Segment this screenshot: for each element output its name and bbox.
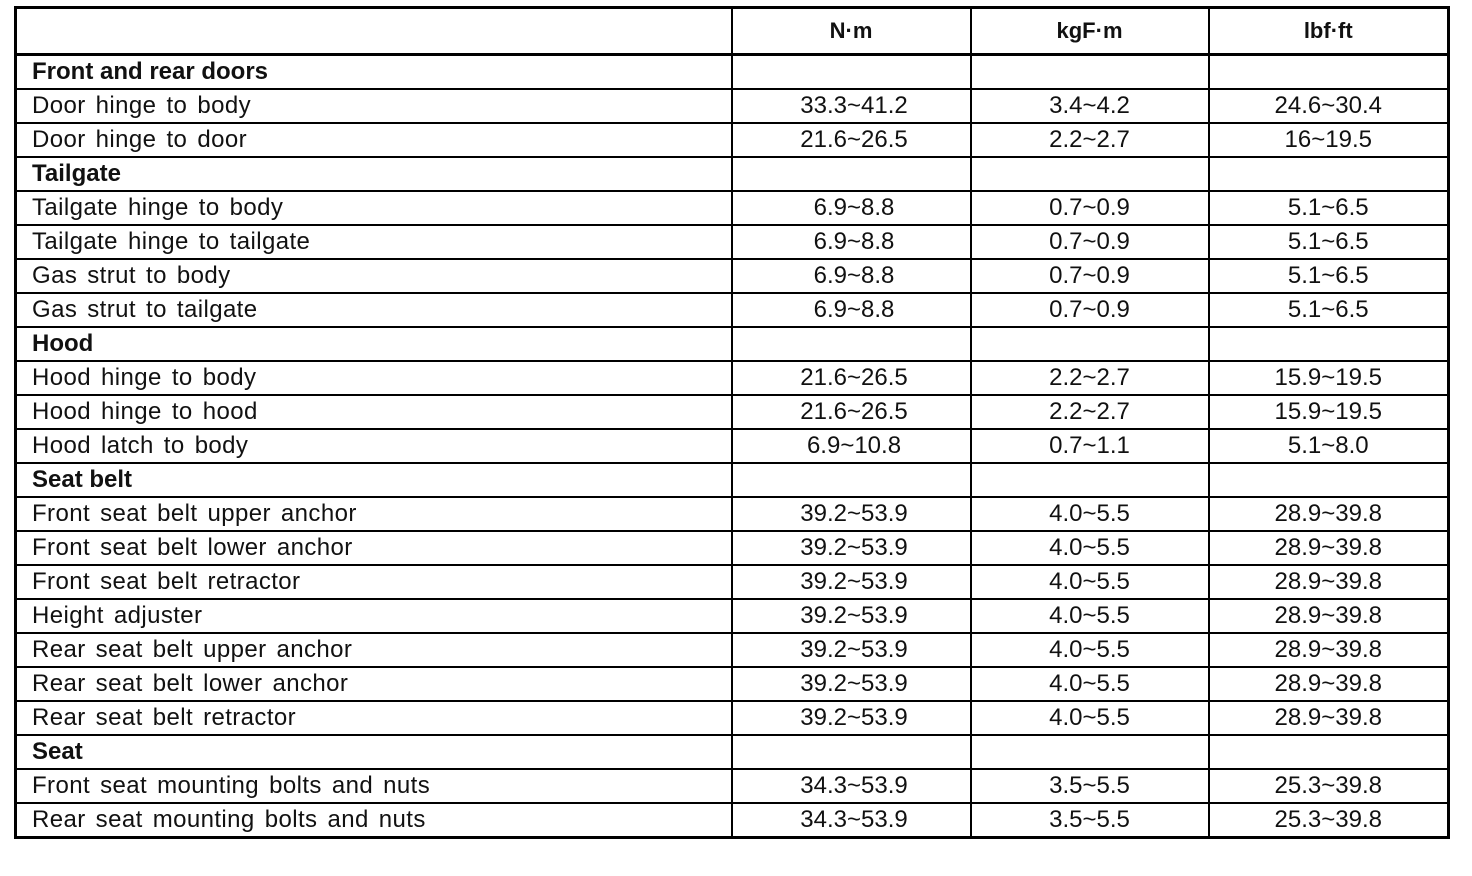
- value-nm: 39.2~53.9: [732, 497, 971, 531]
- value-kgfm: 4.0~5.5: [971, 497, 1209, 531]
- header-lbfft: lbf·ft: [1209, 8, 1449, 55]
- value-kgfm: 0.7~0.9: [971, 293, 1209, 327]
- value-kgfm: 3.5~5.5: [971, 803, 1209, 838]
- value-nm: 34.3~53.9: [732, 803, 971, 838]
- value-kgfm: 2.2~2.7: [971, 395, 1209, 429]
- value-nm: 39.2~53.9: [732, 633, 971, 667]
- value-nm: 6.9~8.8: [732, 191, 971, 225]
- group-tailgate: [16, 157, 1449, 327]
- value-nm: 6.9~8.8: [732, 259, 971, 293]
- value-nm: 6.9~10.8: [732, 429, 971, 463]
- row-label: Height adjuster: [16, 599, 732, 633]
- row-label: Tailgate hinge to body: [16, 191, 732, 225]
- row-label: Rear seat belt lower anchor: [16, 667, 732, 701]
- value-lbfft: 5.1~8.0: [1209, 429, 1449, 463]
- value-nm: 6.9~8.8: [732, 293, 971, 327]
- header-description: [16, 8, 732, 55]
- group-title: Seat belt: [16, 463, 732, 497]
- row-label: Door hinge to body: [16, 89, 732, 123]
- value-kgfm: 4.0~5.5: [971, 701, 1209, 735]
- group-title-row: [16, 735, 1449, 769]
- value-lbfft: 28.9~39.8: [1209, 531, 1449, 565]
- group-seat-belt: [16, 463, 1449, 735]
- value-kgfm: 4.0~5.5: [971, 667, 1209, 701]
- value-lbfft: 28.9~39.8: [1209, 701, 1449, 735]
- row-label: Door hinge to door: [16, 123, 732, 157]
- row-label: Rear seat belt upper anchor: [16, 633, 732, 667]
- group-title-row: [16, 463, 1449, 497]
- table-row: [16, 599, 1449, 633]
- value-lbfft: 28.9~39.8: [1209, 565, 1449, 599]
- group-title: Tailgate: [16, 157, 732, 191]
- header-kgfm: kgF·m: [971, 8, 1209, 55]
- value-lbfft: 16~19.5: [1209, 123, 1449, 157]
- value-nm: 21.6~26.5: [732, 395, 971, 429]
- row-label: Hood hinge to hood: [16, 395, 732, 429]
- table-row: [16, 531, 1449, 565]
- header-row: [16, 8, 1449, 55]
- row-label: Hood latch to body: [16, 429, 732, 463]
- row-label: Gas strut to body: [16, 259, 732, 293]
- value-nm: 39.2~53.9: [732, 667, 971, 701]
- value-lbfft: 25.3~39.8: [1209, 803, 1449, 838]
- value-kgfm: 0.7~1.1: [971, 429, 1209, 463]
- value-lbfft: 5.1~6.5: [1209, 225, 1449, 259]
- table-row: [16, 633, 1449, 667]
- row-label: Front seat mounting bolts and nuts: [16, 769, 732, 803]
- table-row: [16, 429, 1449, 463]
- value-kgfm: 4.0~5.5: [971, 599, 1209, 633]
- value-nm: 39.2~53.9: [732, 565, 971, 599]
- table-row: [16, 803, 1449, 838]
- value-kgfm: 0.7~0.9: [971, 259, 1209, 293]
- value-lbfft: 28.9~39.8: [1209, 497, 1449, 531]
- value-kgfm: 3.4~4.2: [971, 89, 1209, 123]
- row-label: Front seat belt upper anchor: [16, 497, 732, 531]
- row-label: Rear seat belt retractor: [16, 701, 732, 735]
- torque-spec-table: [14, 6, 1450, 839]
- value-lbfft: 24.6~30.4: [1209, 89, 1449, 123]
- value-lbfft: 28.9~39.8: [1209, 599, 1449, 633]
- value-kgfm: 4.0~5.5: [971, 531, 1209, 565]
- value-lbfft: 15.9~19.5: [1209, 395, 1449, 429]
- value-kgfm: 3.5~5.5: [971, 769, 1209, 803]
- table-row: [16, 89, 1449, 123]
- value-nm: 33.3~41.2: [732, 89, 971, 123]
- table-row: [16, 123, 1449, 157]
- table-row: [16, 769, 1449, 803]
- table-row: [16, 361, 1449, 395]
- group-title-row: [16, 157, 1449, 191]
- group-front-rear-doors: [16, 55, 1449, 158]
- row-label: Front seat belt lower anchor: [16, 531, 732, 565]
- value-nm: 39.2~53.9: [732, 701, 971, 735]
- row-label: Gas strut to tailgate: [16, 293, 732, 327]
- value-kgfm: 2.2~2.7: [971, 123, 1209, 157]
- group-title-row: [16, 327, 1449, 361]
- value-lbfft: 5.1~6.5: [1209, 259, 1449, 293]
- row-label: Rear seat mounting bolts and nuts: [16, 803, 732, 838]
- value-nm: 39.2~53.9: [732, 531, 971, 565]
- table-row: [16, 395, 1449, 429]
- table-header: [16, 8, 1449, 55]
- value-kgfm: 2.2~2.7: [971, 361, 1209, 395]
- value-nm: 21.6~26.5: [732, 123, 971, 157]
- row-label: Front seat belt retractor: [16, 565, 732, 599]
- table-row: [16, 225, 1449, 259]
- value-kgfm: 0.7~0.9: [971, 191, 1209, 225]
- row-label: Hood hinge to body: [16, 361, 732, 395]
- header-nm: N·m: [732, 8, 971, 55]
- value-nm: 39.2~53.9: [732, 599, 971, 633]
- value-lbfft: 28.9~39.8: [1209, 667, 1449, 701]
- value-nm: 34.3~53.9: [732, 769, 971, 803]
- value-kgfm: 4.0~5.5: [971, 565, 1209, 599]
- value-lbfft: 5.1~6.5: [1209, 293, 1449, 327]
- table-row: [16, 497, 1449, 531]
- table-row: [16, 667, 1449, 701]
- value-nm: 6.9~8.8: [732, 225, 971, 259]
- value-nm: 21.6~26.5: [732, 361, 971, 395]
- table-row: [16, 701, 1449, 735]
- value-lbfft: 5.1~6.5: [1209, 191, 1449, 225]
- table-row: [16, 293, 1449, 327]
- table-row: [16, 259, 1449, 293]
- group-title-row: [16, 55, 1449, 90]
- row-label: Tailgate hinge to tailgate: [16, 225, 732, 259]
- value-kgfm: 0.7~0.9: [971, 225, 1209, 259]
- value-lbfft: 15.9~19.5: [1209, 361, 1449, 395]
- value-lbfft: 28.9~39.8: [1209, 633, 1449, 667]
- value-lbfft: 25.3~39.8: [1209, 769, 1449, 803]
- group-seat: [16, 735, 1449, 838]
- value-kgfm: 4.0~5.5: [971, 633, 1209, 667]
- table-row: [16, 565, 1449, 599]
- group-title: Front and rear doors: [32, 58, 269, 85]
- table-row: [16, 191, 1449, 225]
- group-title: Seat: [16, 735, 732, 769]
- group-hood: [16, 327, 1449, 463]
- group-title: Hood: [16, 327, 732, 361]
